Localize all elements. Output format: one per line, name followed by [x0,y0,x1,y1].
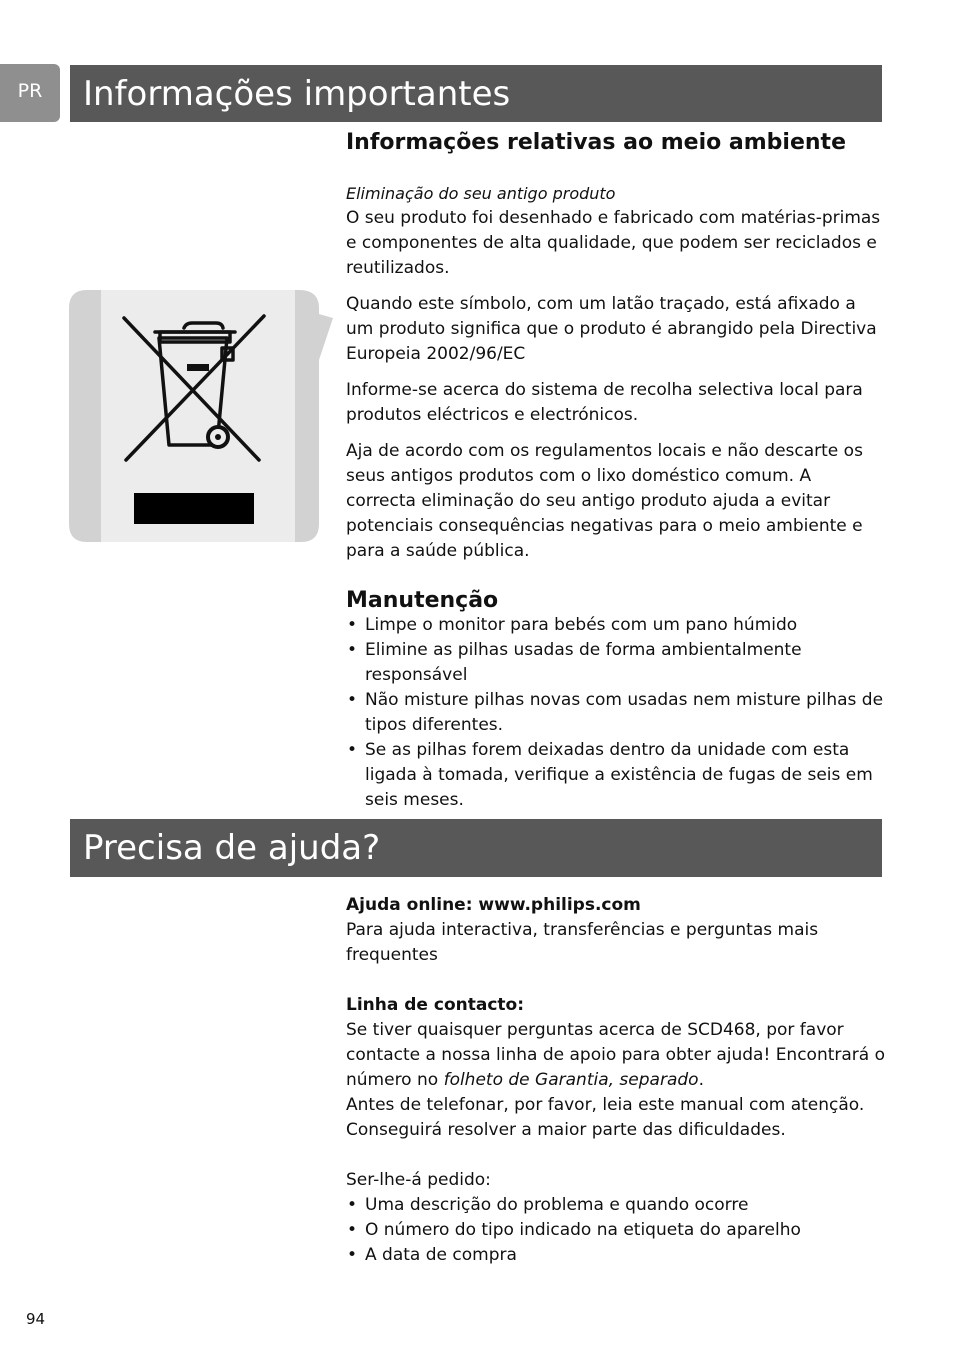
environment-paragraph-3: Informe-se acerca do sistema de recolha selectiva local para produtos eléctricos e electrónicos. [346,380,863,425]
environment-paragraph-1: O seu produto foi desenhado e fabricado com matérias-primas e componentes de alta qualidade, que podem ser reciclados e reutilizados. [346,208,881,278]
list-item: • O número do tipo indicado na etiqueta do aparelho [346,1218,886,1243]
maintenance-section [346,588,886,813]
online-help-heading: Ajuda online: www.philips.com [346,895,641,915]
environment-heading: Informações relativas ao meio ambiente [346,130,846,155]
online-help-text: Para ajuda interactiva, transferências e perguntas mais frequentes [346,920,819,965]
list-item: • Não misture pilhas novas com usadas nem misture pilhas de tipos diferentes. [346,688,886,738]
crossed-out-wheelie-bin-icon [69,290,333,542]
contact-line-text [346,1018,886,1093]
environment-section [346,130,886,564]
language-tab: PR [0,64,60,122]
help-section [346,893,886,1268]
environment-paragraph-4: Aja de acordo com os regulamentos locais e não descarte os seus antigos produtos com o lixo doméstico comum. A correcta eliminação do seu antigo produto ajuda a evitar potenciais consequências negativas para o meio ambiente e para a saúde pública. [346,441,863,561]
list-item: • Uma descrição do problema e quando ocorre [346,1193,886,1218]
asked-list [346,1193,886,1268]
maintenance-heading: Manutenção [346,588,499,613]
contact-line-heading: Linha de contacto: [346,995,525,1015]
disposal-subtitle: Eliminação do seu antigo produto [346,184,616,203]
contact-line-text-2: Antes de telefonar, por favor, leia este manual com atenção. Conseguirá resolver a maior parte das dificuldades. [346,1095,865,1140]
environment-paragraph-2: Quando este símbolo, com um latão traçado, está afixado a um produto significa que o produto é abrangido pela Directiva Europeia 2002/96/EC [346,294,877,364]
section-title-important-info: Informações importantes [70,65,882,122]
list-item: • Se as pilhas forem deixadas dentro da unidade com esta ligada à tomada, verifique a existência de fugas de seis em seis meses. [346,738,886,813]
page-number: 94 [26,1310,46,1328]
list-item: • A data de compra [346,1243,886,1268]
maintenance-list [346,613,886,813]
asked-label: Ser-lhe-á pedido: [346,1170,491,1190]
warranty-leaflet-reference: folheto de Garantia, separado [443,1070,699,1090]
section-title-need-help: Precisa de ajuda? [70,819,882,877]
contact-text-part: Se tiver quaisquer perguntas acerca de SCD468, por favor contacte a nossa linha de apoio para obter ajuda! Encontrará o número no [346,1020,886,1090]
list-item: • Limpe o monitor para bebés com um pano húmido [346,613,886,638]
contact-text-part: . [698,1070,704,1090]
list-item: • Elimine as pilhas usadas de forma ambientalmente responsável [346,638,886,688]
